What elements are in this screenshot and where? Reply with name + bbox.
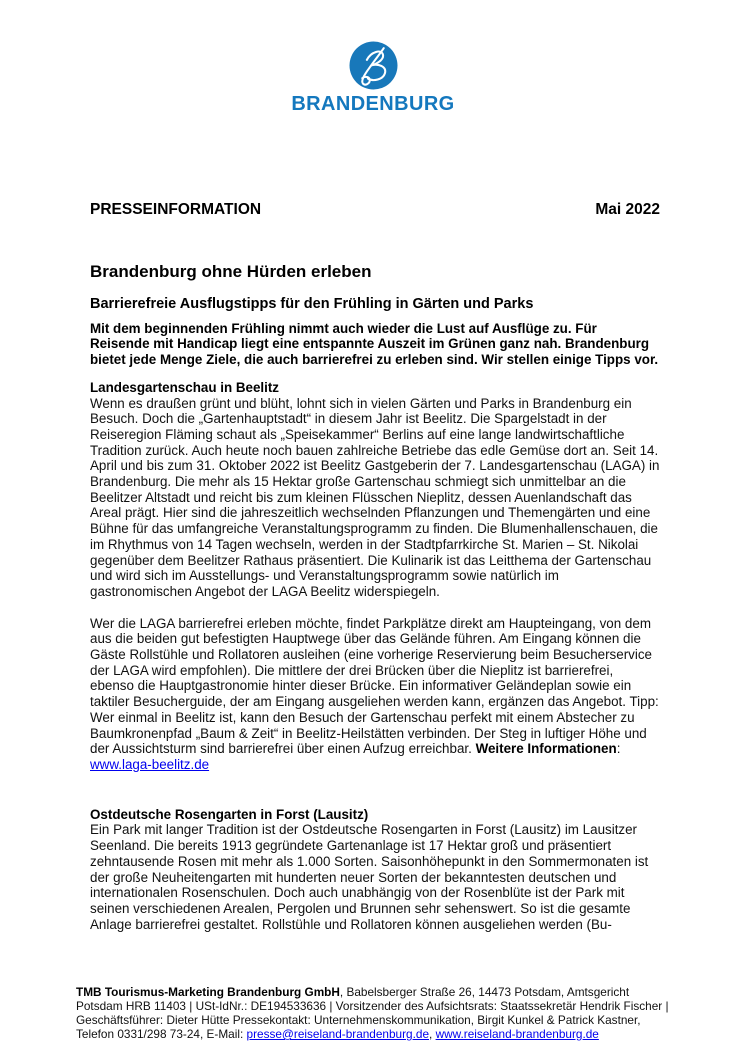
footer-email-link[interactable]: presse@reiseland-brandenburg.de (246, 1027, 430, 1041)
laga-paragraph-1: Wenn es draußen grünt und blüht, lohnt sich in vielen Gärten und Parks in Brandenburg ein Besuch. Doch die „Gartenhauptstadt“ in diesem Jahr ist Beelitz. Die Spargelstadt in der Reiseregion Fläming schaut als „Speisekammer“ Berlins auf eine lange landwirtschaftliche Tradition zurück. Auch heute noch bauen zahlreiche Betriebe das edle Gemüse dort an. Seit 14. April und bis zum 31. Oktober 2022 ist Beelitz Gastgeberin der 7. Landesgartenschau (LAGA) in Brandenburg. Die mehr als 15 Hektar große Gartenschau schmiegt sich unmittelbar an die Beelitzer Altstadt und reicht bis zum kleinen Flüsschen Nieplitz, dessen Auenlandschaft das Areal prägt. Hier sind die jahreszeitlich wechselnden Pflanzungen und Themengärten und eine Bühne für das umfangreiche Veranstaltungsprogramm zu finden. Die Blumenhallenschauen, die im Rhythmus von 14 Tagen wechseln, werden in der Stadtpfarrkirche St. Marien – St. Nikolai gegenüber dem Beelitzer Rathaus präsentiert. Die Kulinarik ist das Leitthema der Gartenschau und wird sich im Ausstellungs- und Veranstaltungsprogramm sowie natürlich im gastronomischen Angebot der LAGA Beelitz widerspiegeln. (90, 395, 660, 599)
more-info-separator: : (616, 741, 621, 757)
more-info-label: Weitere Informationen (475, 741, 617, 757)
laga-paragraph-2-text: Wer die LAGA barrierefrei erleben möchte, findet Parkplätze direkt am Haupteingang, von dem aus die beiden gut befestigten Hauptwege über das Gelände führen. Am Eingang können die Gäste Rollstühle und Rollatoren ausleihen (eine vorherige Reservierung beim Besucherservice der LAGA wird empfohlen). Die mittlere der drei Brücken über die Nieplitz ist barrierefrei, ebenso die Hauptgastronomie hinter dieser Brücke. Ein informativer Geländeplan sowie ein taktiler Besucherguide, der am Eingang ausgeliehen werden kann, ergänzen das Angebot. Tipp: Wer einmal in Beelitz ist, kann den Besuch der Gartenschau perfekt mit einem Abstecher zu Baumkronenpfad „Baum & Zeit“ in Beelitz-Heilstätten verbinden. Der Steg in luftiger Höhe und der Aussichtsturm sind barrierefrei über einen Aufzug erreichbar. (90, 615, 659, 757)
intro-paragraph: Mit dem beginnenden Frühling nimmt auch wieder die Lust auf Ausflüge zu. Für Reisende mit Handicap liegt eine entspannte Auszeit im Grünen ganz nah. Brandenburg bietet jede Menge Ziele, die auch barrierefrei zu erleben sind. Wir stellen einige Tipps vor. (90, 320, 659, 368)
section-heading-rosengarten: Ostdeutsche Rosengarten in Forst (Lausitz) (90, 806, 369, 822)
laga-paragraph-2 (90, 616, 660, 773)
doc-type-label: PRESSEINFORMATION (90, 201, 262, 218)
section-heading-landesgartenschau: Landesgartenschau in Beelitz (90, 379, 280, 395)
brand-logo (0, 0, 746, 116)
laga-beelitz-link[interactable]: www.laga-beelitz.de (90, 756, 210, 772)
footer-link-separator: , (429, 1027, 436, 1041)
doc-date: Mai 2022 (595, 201, 660, 218)
subheadline: Barrierefreie Ausflugstipps für den Frühling in Gärten und Parks (90, 295, 534, 312)
footer-company-info: , Babelsberger Straße 26, 14473 Potsdam, Amtsgericht Potsdam HRB 11403 | USt-IdNr.: DE194533636 | Vorsitzender des Aufsichtsrats: Staatssekretär Hendrik Fischer | Geschäftsführer: Dieter Hütte Pressekontakt: Unternehmenskommunikation, Birgit Kunkel & Patrick Kastner, Telefon 0331/298 73-24, E-Mail: (76, 985, 669, 1041)
document-body (90, 202, 660, 932)
imprint-footer (76, 985, 672, 1041)
headline: Brandenburg ohne Hürden erleben (90, 261, 372, 281)
footer-website-link[interactable]: www.reiseland-brandenburg.de (435, 1027, 599, 1041)
footer-company-name: TMB Tourismus-Marketing Brandenburg GmbH (76, 985, 340, 999)
brandenburg-logo-icon (349, 41, 398, 90)
doc-header (90, 202, 660, 218)
rosengarten-paragraph-1: Ein Park mit langer Tradition ist der Ostdeutsche Rosengarten in Forst (Lausitz) im Lausitzer Seenland. Die bereits 1913 gegründete Gartenanlage ist 17 Hektar groß und präsentiert zehntausende Rosen mit mehr als 1.000 Sorten. Saisonhöhepunkt in den Sommermonaten ist der große Neuheitengarten mit hunderten neuer Sorten der bekanntesten deutschen und internationalen Rosenschulen. Doch auch unabhängig von der Rosenblüte ist der Park mit seinen verschiedenen Arealen, Pergolen und Brunnen sehr sehenswert. So ist die gesamte Anlage barrierefrei gestaltet. Rollstühle und Rollatoren können ausgeliehen werden (Bu- (90, 822, 649, 932)
brand-wordmark: BRANDENBURG (291, 93, 455, 115)
